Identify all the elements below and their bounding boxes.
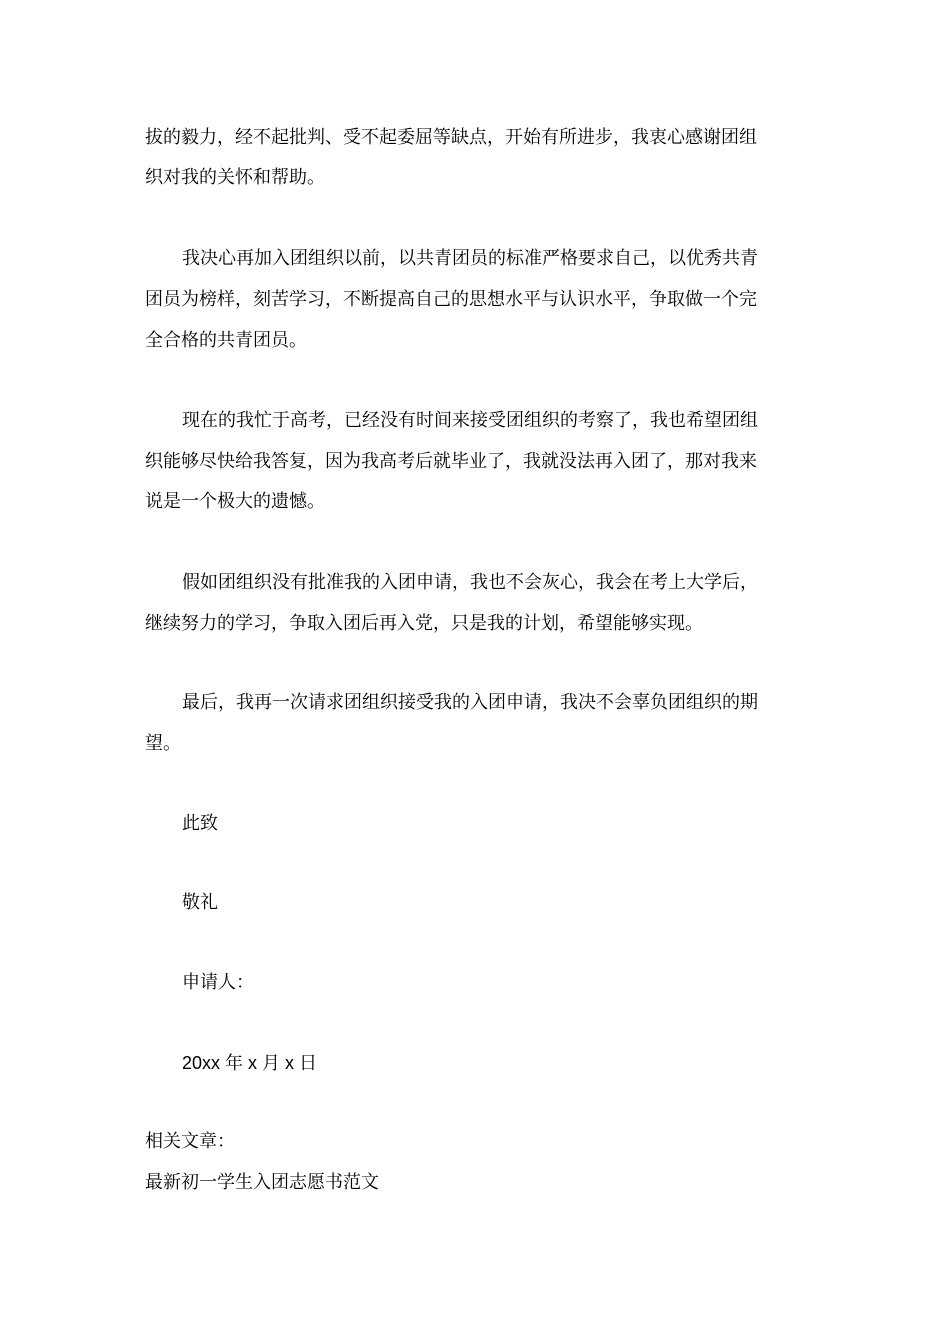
paragraph-4-line-1: 假如团组织没有批准我的入团申请，我也不会灰心，我会在考上大学后， xyxy=(182,572,758,593)
paragraph-3-line-1: 现在的我忙于高考，已经没有时间来接受团组织的考察了，我也希望团组 xyxy=(182,410,758,431)
closing-regards: 敬礼 xyxy=(182,892,218,913)
closing-salutation: 此致 xyxy=(182,813,218,834)
related-articles-label: 相关文章： xyxy=(145,1131,235,1152)
paragraph-2-line-1: 我决心再加入团组织以前，以共青团员的标准严格要求自己，以优秀共青 xyxy=(182,248,758,269)
application-date: 20xx 年 x 月 x 日 xyxy=(182,1053,318,1073)
paragraph-3-line-2: 织能够尽快给我答复，因为我高考后就毕业了，我就没法再入团了，那对我来 xyxy=(145,451,757,472)
paragraph-2-line-3: 全合格的共青团员。 xyxy=(145,330,307,351)
applicant-label: 申请人： xyxy=(182,972,254,993)
paragraph-3-line-3: 说是一个极大的遗憾。 xyxy=(145,491,325,512)
paragraph-5-line-2: 望。 xyxy=(145,733,181,754)
paragraph-4-line-2: 继续努力的学习，争取入团后再入党，只是我的计划，希望能够实现。 xyxy=(145,613,703,634)
related-article-link[interactable]: 最新初一学生入团志愿书范文 xyxy=(145,1172,379,1193)
paragraph-2-line-2: 团员为榜样，刻苦学习，不断提高自己的思想水平与认识水平，争取做一个完 xyxy=(145,289,757,310)
paragraph-5-line-1: 最后，我再一次请求团组织接受我的入团申请，我决不会辜负团组织的期 xyxy=(182,692,758,713)
paragraph-1-line-2: 织对我的关怀和帮助。 xyxy=(145,167,325,188)
paragraph-1-line-1: 拔的毅力，经不起批判、受不起委屈等缺点，开始有所进步，我衷心感谢团组 xyxy=(145,127,757,148)
